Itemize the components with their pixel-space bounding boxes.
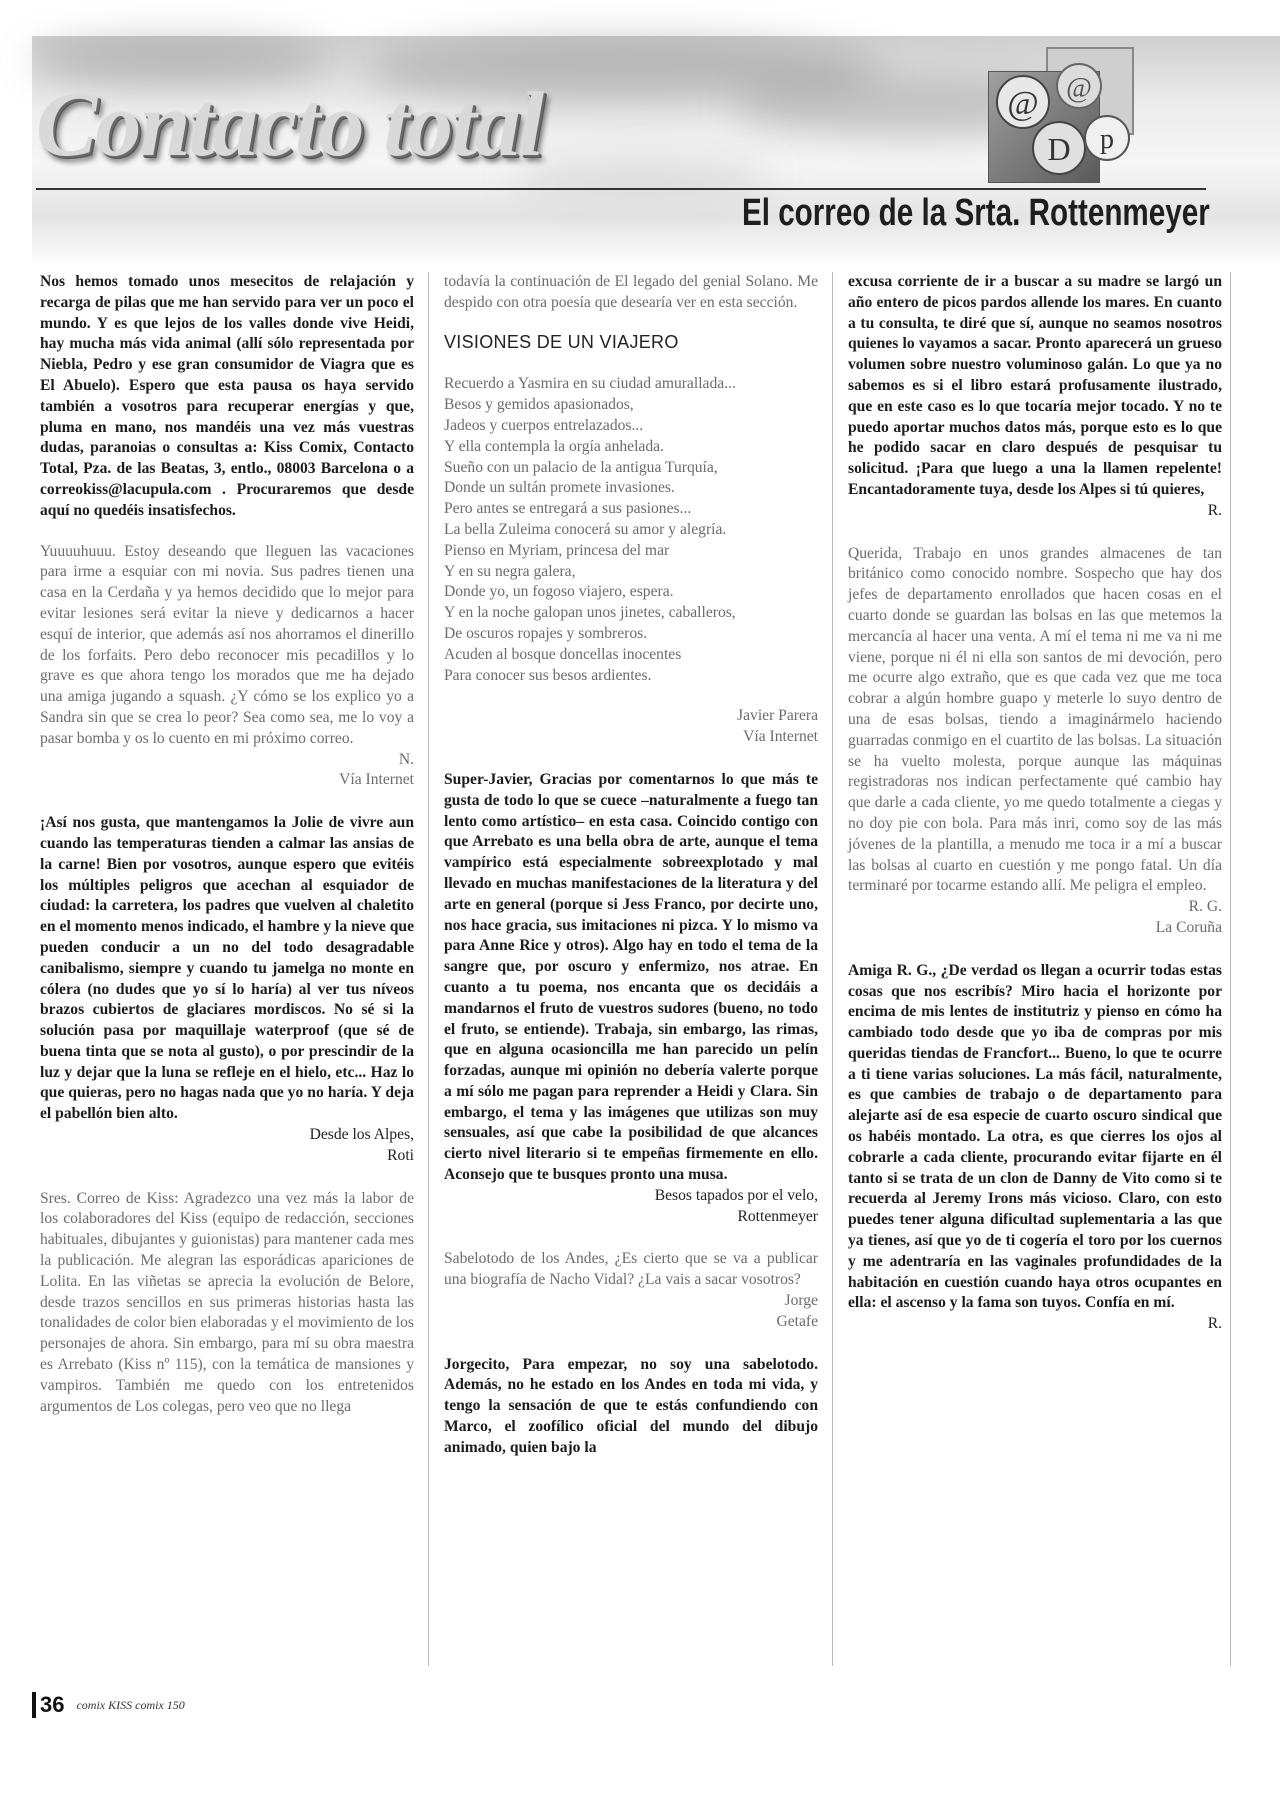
page-number: 36 (32, 1692, 64, 1718)
poem-line: Donde yo, un fogoso viajero, espera. (444, 583, 674, 601)
signature-name: R. G. (1188, 898, 1222, 916)
poem-line: La bella Zuleima conocerá su amor y alegría. (444, 520, 727, 538)
signature-place: Getafe (776, 1312, 818, 1330)
signature-place: La Coruña (1155, 918, 1222, 936)
signature-name: R. (1207, 501, 1222, 519)
signature-name: R. (1207, 1315, 1222, 1333)
reply-text: Jorgecito, Para empezar, no soy una sabelotodo. Además, no he estado en los Andes en toda mi vida, y tengo la sensación de que te estás confundiendo con Marco, el zoofílico oficial del mundo del dibujo animado, quien bajo la (444, 1355, 818, 1456)
letter-signature (848, 897, 1222, 939)
logo-glyph-3: D (1047, 131, 1071, 167)
column-2 (444, 272, 818, 1459)
poem-line: Recuerdo a Yasmira en su ciudad amurallada... (444, 375, 736, 393)
reply-text: ¡Así nos gusta, que mantengamos la Jolie de vivre aun cuando las temperaturas tienden a calmar las ansias de la carne! Bien por vosotros, aunque espero que evitéis los múltiples peligros que acechan al esquiador de ciudad: la carretera, los padres que vuelven al chaletito en el momento menos indicado, el hambre y la nieve que pueden conducir a un no del todo desagradable canibalismo, siempre y cuando tu jamelga no monte en cólera (no dudes que yo sí lo haría) al ver tus níveos brazos cubiertos de glaciares mordiscos. No sé si la solución pasa por maquillaje waterproof (que sé de buena tinta que se nota al gusto), o por prescindir de la luz y dejar que la luna se refleje en el hielo, etc... Haz lo que quieras, pero no hagas nada que yo no haría. Y deja el pabellón bien alto. (40, 814, 414, 1123)
poem-line: Jadeos y cuerpos entrelazados... (444, 416, 644, 434)
poem-line: Sueño con un palacio de la antigua Turquía, (444, 458, 718, 476)
reply-text: Amiga R. G., ¿De verdad os llegan a ocurrir todas estas cosas que nos escribís? Miro hacia el horizonte por encima de mis lentes de institutriz y pienso en cómo ha cambiado todo desde que yo iba de compras por mis queridas tiendas de Francfort... Bueno, lo que te ocurre a ti tiene varias soluciones. La más fácil, naturalmente, es que cambies de trabajo o de departamento para alejarte así de esa especie de cuarto oscuro sindical que os habéis montado. La otra, es que cierres los ojos al cobrarle a cada cliente, procurando evitar fijarte en él tanto si se trata de un clon de Danny de Vito como si te recuerda al Jeremy Irons más vicioso. Claro, con esto puedes tener alguna dificultad suplementaria a las que ya tienes, así que yo de ti cogería el toro por los cuernos y me adentraría en las vaginales profundidades de la habitación en cuestión cuando haya otros ocupantes en ella: el ascenso y la fama son tuyos. Confía en mí. (848, 961, 1222, 1312)
poem-title: VISIONES DE UN VIAJERO (444, 331, 679, 352)
poem-line: Pienso en Myriam, princesa del mar (444, 541, 670, 559)
page-footer (32, 1690, 185, 1720)
column-1 (40, 272, 414, 1417)
logo-glyph-1: @ (1007, 85, 1039, 122)
column-divider (832, 272, 833, 1666)
poem-line: Besos y gemidos apasionados, (444, 396, 634, 414)
poem-line: Para conocer sus besos ardientes. (444, 666, 652, 684)
reply-signature (848, 1314, 1222, 1335)
poem-line: Pero antes se entregará a sus pasiones... (444, 500, 692, 518)
signature-line: Desde los Alpes, (309, 1126, 414, 1144)
poem-line: Acuden al bosque doncellas inocentes (444, 645, 682, 663)
letter-text: Querida, Trabajo en unos grandes almacenes de tan británico como conocido nombre. Sospecho que hay dos jefes de departamento enrollados que hacen cosas en el cuarto donde se guardan las bolsas en las que metemos la mercancía al hacer una venta. A mí el tema ni me va ni me viene, porque ni él ni ella son santos de mi devoción, pero me ocurre algo extraño, que es que cada vez que me toca cobrar a algún hombre guapo y meterle lo suyo dentro de una de esas bolsas, tiendo a imaginármelo haciendo guarradas conmigo en el cuartito de las bolsas. La situación se ha vuelto molesta, porque aunque las máquinas registradoras nos indican perfectamente qué cambio hay que darle a cada cliente, yo me quedo totalmente a ciegas y no doy pie con bola. Para más inri, como soy de las más jóvenes de la plantilla, a menudo me toca ir a mí a buscar las bolsas al cuarto en cuestión y me pongo fatal. Un día terminaré por tocarme estando allí. Me peligra el empleo. (848, 544, 1222, 895)
signature-place: Vía Internet (743, 728, 818, 746)
signature-name: Rottenmeyer (737, 1207, 818, 1225)
header-rule (36, 188, 1206, 190)
signature-line: Besos tapados por el velo, (654, 1186, 818, 1204)
letter-signature (444, 706, 818, 748)
signature-name: N. (398, 750, 414, 768)
reply-text: Super-Javier, Gracias por comentarnos lo que más te gusta de todo lo que se cuece –naturalmente a fuego tan lento como artístico– en esta casa. Coincido contigo con que Arrebato es una bella obra de arte, aunque el tema vampírico está especialmente sobreexplotado y mal llevado en muchas manifestaciones de la literatura y del arte en general (porque si Jess Franco, por decirte uno, nos hace gracia, sus imitaciones ni pizca. Y lo mismo va para Anne Rice y otros). Algo hay en todo el tema de la sangre que, por oscuro y enfermizo, nos atrae. En cuanto a tu poema, nos encanta que os decidáis a mandarnos el fruto de vuestros sudores (bueno, no todo el fruto, se entiende). Trabaja, sin embargo, las rimas, que en alguna ocasioncilla me han parecido un pelín forzadas, aunque mi opinión no debería valerte porque a mí sólo me pagan para reprender a Heidi y Clara. Sin embargo, el tema y las imágenes que utilizas son muy sensuales, así que cabe la posibilidad de que alcances cierto nivel literario si te empeñas firmemente en ello. Aconsejo que te busques pronto una musa. (444, 770, 818, 1184)
poem-line: Y en su negra galera, (444, 562, 576, 580)
column-divider (428, 272, 429, 1666)
letter-text: todavía la continuación de El legado del genial Solano. Me despido con otra poesía que desearía ver en esta sección. (444, 273, 818, 311)
poem-line: De oscuros ropajes y sombreros. (444, 624, 648, 642)
reply-signature (848, 501, 1222, 522)
email-logo-icon (985, 44, 1135, 194)
intro-text: Nos hemos tomado unos mesecitos de relajación y recarga de pilas que me han servido para ver un poco el mundo. Y es que lejos de los valles donde vive Heidi, hay mucha más vida animal (allí sólo representada por Niebla, Pedro y ese gran consumidor de Viagra que es El Abuelo). Espero que esta pausa os haya servido también a vosotros para recuperar energías y que, pluma en mano, nos mandéis una vez más vuestras dudas, paranoias o consultas a: Kiss Comix, Contacto Total, Pza. de las Beatas, 3, entlo., 08003 Barcelona o a correokiss@lacupula.com . Procuraremos que desde aquí no quedéis insatisfechos. (40, 273, 414, 519)
reply-signature (444, 1186, 818, 1228)
letter-text: Yuuuuhuuu. Estoy deseando que lleguen las vacaciones para irme a esquiar con mi novia. Sus padres tienen una casa en la Cerdaña y ya hemos decidido que lo mejor para evitar lesiones será evitar la nieve y dedicarnos a hacer esquí de interior, que además así nos ahorramos el dinerillo de los forfaits. Pero debo reconocer mis pecadillos y lo grave es que ahora tengo los morados que me ha dejado una amiga jugando a squash. ¿Y cómo se los explico yo a Sandra sin que se crea lo peor? Sea como sea, me lo voy a pasar bomba y os lo cuento en mi próximo correo. (40, 542, 414, 747)
signature-name: Jorge (784, 1292, 818, 1310)
column-divider (1230, 272, 1231, 1666)
poem-line: Donde un sultán promete invasiones. (444, 479, 675, 497)
poem (444, 374, 818, 686)
page-subtitle: El correo de la Srta. Rottenmeyer (742, 192, 1210, 234)
signature-name: Roti (387, 1146, 414, 1164)
signature-place: Vía Internet (339, 771, 414, 789)
publication-name: comix KISS comix 150 (76, 1697, 185, 1712)
letter-text: Sabelotodo de los Andes, ¿Es cierto que se va a publicar una biografía de Nacho Vidal? ¿La vais a sacar vosotros? (444, 1250, 818, 1289)
letter-text: Sres. Correo de Kiss: Agradezco una vez más la labor de los colaboradores del Kiss (equipo de redacción, secciones habituales, dibujantes y guionistas) para mantener cada mes la publicación. Me alegran las esporádicas apariciones de Lolita. En las viñetas se aprecia la evolución de Belore, desde trazos sencillos en sus primeras historias hasta las tonalidades de color bien elaboradas y el movimiento de los personajes de ahora. Sin embargo, para mí su obra maestra es Arrebato (Kiss nº 115), con la temática de mansiones y vampiros. También me quedo con los entretenidos argumentos de Los colegas, pero veo que no llega (40, 1189, 414, 1415)
reply-text: excusa corriente de ir a buscar a su madre se largó un año entero de picos pardos allende los mares. En cuanto a tu consulta, te diré que sí, aunque no seamos nosotros quienes lo vayamos a sacar. Pronto aparecerá un grueso volumen sobre nuestro voluminoso galán. Lo que ya no sabemos es si el libro estará profusamente ilustrado, que en este caso es lo que tocaría mejor tocado. Y no te puedo aportar muchos datos más, porque esto es lo que he podido sacar en claro después de pesquisar tu solicitud. ¡Para que luego a una la llamen repelente! Encantadoramente tuya, desde los Alpes si tú quieres, (848, 273, 1222, 498)
poem-line: Y en la noche galopan unos jinetes, caballeros, (444, 604, 736, 622)
logo-glyph-2: @ (1066, 73, 1092, 104)
poem-line: Y ella contempla la orgía anhelada. (444, 437, 664, 455)
letter-signature (40, 750, 414, 792)
letter-signature (444, 1291, 818, 1333)
signature-name: Javier Parera (737, 707, 818, 725)
logo-glyph-4: p (1100, 124, 1114, 155)
column-3 (848, 272, 1222, 1357)
page-title: Contacto total (36, 73, 543, 175)
reply-signature (40, 1125, 414, 1167)
